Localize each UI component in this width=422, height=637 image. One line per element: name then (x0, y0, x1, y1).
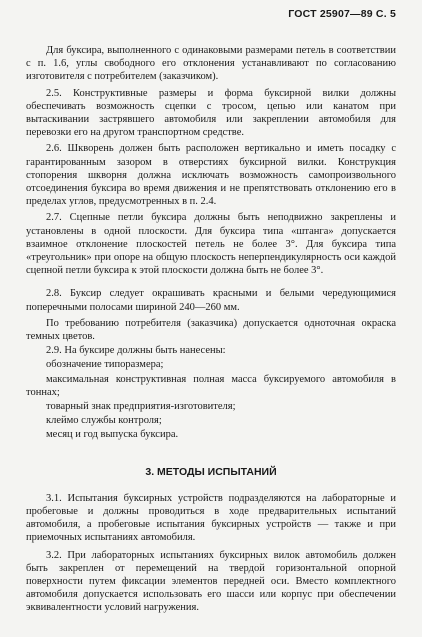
page-header: ГОСТ 25907—89 С. 5 (288, 8, 396, 20)
list-item: обозначение типоразмера; (46, 359, 164, 371)
document-body (26, 44, 396, 615)
list-item: клеймо службы контроля; (46, 415, 162, 427)
paragraph-3-2: 3.2. При лабораторных испытаниях буксирных вилок автомобиль должен быть закреплен от перемещений на твердой горизонтальной опорной поверхности путем фиксации элементов передней оси. Вместо комплектного автомобиля допускается использовать его шасси или корпус при обеспечении эквивалентности условий нагружения. (26, 549, 396, 614)
paragraph-2-6: 2.6. Шкворень должен быть расположен вертикально и иметь посадку с гарантированным зазором в отверстиях буксирной вилки. Конструкция стопорения шкворня должна исключать возможность самопроизвольного отсоединения буксира во время движения и не препятствовать отклонению его в пределах углов, предусмотренных в п. 2.4. (26, 143, 396, 208)
list-item: максимальная конструктивная полная масса буксируемого автомобиля в тоннах; (26, 373, 396, 398)
section-heading: 3. МЕТОДЫ ИСПЫТАНИЙ (145, 465, 277, 478)
list-item: месяц и год выпуска буксира. (46, 429, 179, 441)
paragraph-2-9: 2.9. На буксире должны быть нанесены: (46, 345, 226, 357)
paragraph-3-1: 3.1. Испытания буксирных устройств подразделяются на лабораторные и пробеговые и должны проводиться в ходе предварительных испытаний автомобиля, а пробеговые испытания буксирных устройств — также и при приемочных испытаниях автомобиля. (26, 492, 396, 544)
paragraph: По требованию потребителя (заказчика) допускается одноточная окраска темных цветов. (26, 317, 396, 343)
list-item: товарный знак предприятия-изготовителя; (46, 401, 236, 413)
paragraph: Для буксира, выполненного с одинаковыми размерами петель в соответствии с п. 1.6, углы свободного его отклонения устанавливают по согласованию изготовителя с потребителем (заказчиком). (26, 45, 396, 83)
paragraph-2-8: 2.8. Буксир следует окрашивать красными и белыми чередующимися поперечными полосами шириной 240—260 мм. (26, 288, 396, 313)
paragraph-2-7: 2.7. Сцепные петли буксира должны быть неподвижно закреплены и установлены в одной плоскости. Для буксира типа «штанга» допускается взаимное отклонение плоскостей петель не более 3°. Для буксира типа «треугольник» при опоре на общую плоскость неперпендикулярность оси каждой сцепной петли буксира к этой плоскости должна быть не более 3°. (26, 212, 396, 277)
paragraph-2-5: 2.5. Конструктивные размеры и форма буксирной вилки должны обеспечивать возможность сцепки с тросом, цепью или канатом при вытаскивании застрявшего автомобиля или закреплении автомобиля для перевозки его на другом транспортном средстве. (26, 87, 396, 139)
